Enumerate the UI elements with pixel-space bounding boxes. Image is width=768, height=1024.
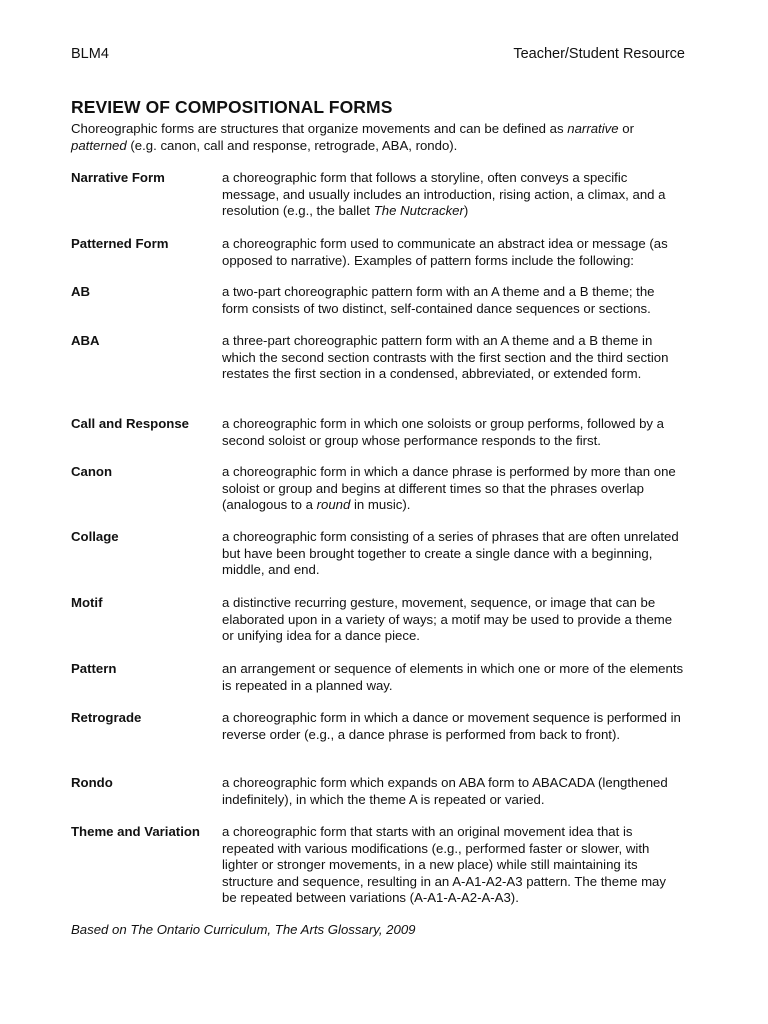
glossary-definition: a choreographic form in which a dance or movement sequence is performed in reverse order (e.g., a dance phrase is performed from back to front). (222, 710, 681, 742)
glossary-definition: a choreographic form used to communicate an abstract idea or message (as opposed to narrative). Examples of pattern forms include the following: (222, 236, 668, 268)
glossary-term: Rondo (71, 775, 113, 790)
glossary-term: Call and Response (71, 416, 189, 431)
glossary-term: AB (71, 284, 91, 299)
glossary-term: Narrative Form (71, 170, 165, 185)
glossary-definition: a three-part choreographic pattern form with an A theme and a B theme in which the second section contrasts with the first section and the third section restates the first section in a condensed, abbreviated, or extended form. (222, 333, 669, 381)
resource-label: Teacher/Student Resource (513, 46, 685, 62)
glossary-definition: an arrangement or sequence of elements in which one or more of the elements is repeated in a planned way. (222, 661, 684, 693)
glossary-term: Motif (71, 595, 103, 610)
glossary-definition: a choreographic form consisting of a series of phrases that are often unrelated but have been brought together to create a single dance with a beginning, middle, and end. (222, 529, 679, 577)
source-citation: Based on The Ontario Curriculum, The Arts Glossary, 2009 (71, 922, 416, 937)
glossary-definition: a choreographic form that follows a storyline, often conveys a specific message, and usually includes an introduction, rising action, a climax, and a resolution (e.g., the ballet The Nutcracker) (222, 170, 666, 218)
page-title: REVIEW OF COMPOSITIONAL FORMS (71, 97, 393, 117)
glossary-definition: a choreographic form in which one soloists or group performs, followed by a second soloist or group whose performance responds to the first. (222, 416, 665, 448)
glossary-term: Patterned Form (71, 236, 169, 251)
glossary-term: Retrograde (71, 710, 142, 725)
intro-text: or (618, 121, 634, 136)
intro-text: (e.g. canon, call and response, retrograde, ABA, rondo). (126, 137, 458, 153)
glossary-definition: a distinctive recurring gesture, movement, sequence, or image that can be elaborated upon in a variety of ways; a motif may be used to provide a theme or unifying idea for a dance piece. (222, 595, 673, 643)
glossary-term: ABA (71, 333, 100, 348)
glossary-definition: a two-part choreographic pattern form with an A theme and a B theme; the form consists of two distinct, self-contained dance sequences or sections. (222, 284, 655, 316)
intro-em-patterned: patterned (71, 137, 127, 153)
glossary-term: Pattern (71, 661, 117, 676)
glossary-definition: a choreographic form in which a dance phrase is performed by more than one soloist or group and begins at different times so that the phrases overlap (analogous to a round in music). (222, 464, 676, 512)
intro-text: Choreographic forms are structures that organize movements and can be defined as (71, 121, 568, 136)
glossary-term: Canon (71, 464, 113, 479)
glossary-definition: a choreographic form that starts with an original movement idea that is repeated with various modifications (e.g., performed faster or slower, with lighter or stronger movements, in a new place) while still maintaining its structure and sequence, resulting in an A-A1-A2-A3 pattern. The theme may be repeated between variations (A-A1-A-A2-A-A3). (222, 824, 666, 905)
glossary-term: Theme and Variation (71, 824, 200, 839)
intro-em-narrative: narrative (567, 121, 619, 136)
document-code: BLM4 (71, 46, 109, 62)
glossary-definition: a choreographic form which expands on ABA form to ABACADA (lengthened indefinitely), in which the theme A is repeated or varied. (222, 775, 668, 807)
glossary-term: Collage (71, 529, 119, 544)
intro-paragraph (71, 121, 691, 154)
